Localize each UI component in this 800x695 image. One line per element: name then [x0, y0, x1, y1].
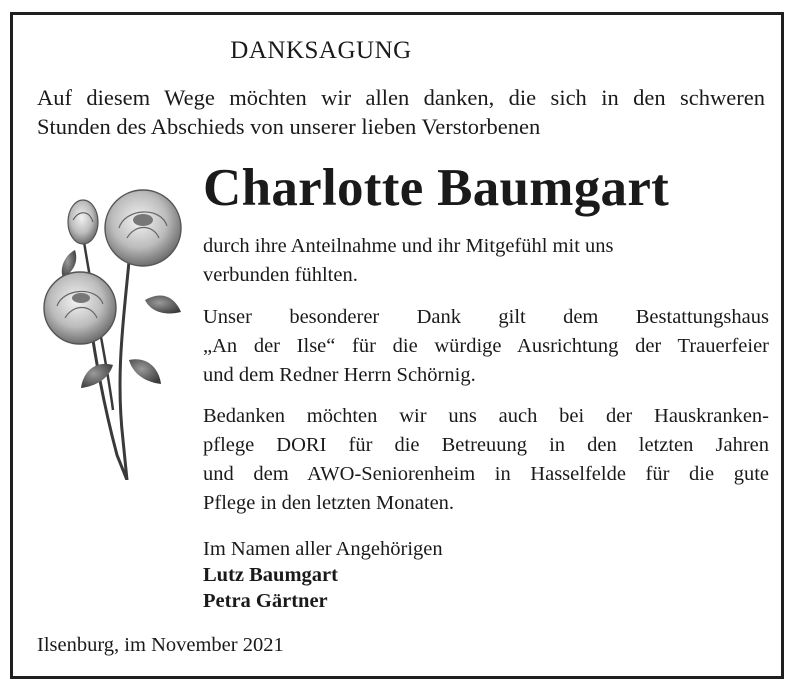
heading: DANKSAGUNG	[230, 37, 412, 64]
paragraph-sympathy	[203, 232, 769, 290]
paragraph-care	[203, 402, 769, 518]
paragraph-line: und dem AWO-Seniorenheim in Hasselfelde für die gute	[203, 463, 769, 485]
intro-text	[37, 83, 765, 141]
paragraph-funeral-home	[203, 303, 769, 390]
place-date: Ilsenburg, im November 2021	[37, 634, 284, 656]
paragraph-line: durch ihre Anteilnahme und ihr Mitgefühl mit uns	[203, 235, 614, 257]
signature-name: Petra Gärtner	[203, 590, 328, 612]
paragraph-line: „An der Ilse“ für die würdige Ausrichtung der Trauerfeier	[203, 335, 769, 357]
paragraph-line: verbunden fühlten.	[203, 264, 358, 286]
paragraph-line: Pflege in den letzten Monaten.	[203, 492, 455, 514]
signature-intro: Im Namen aller Angehörigen	[203, 538, 443, 560]
roses-icon	[35, 180, 195, 480]
paragraph-line: und dem Redner Herrn Schörnig.	[203, 364, 476, 386]
paragraph-line: Bedanken möchten wir uns auch bei der Hauskranken-	[203, 405, 769, 427]
signature-name: Lutz Baumgart	[203, 564, 338, 586]
paragraph-line: Unser besonderer Dank gilt dem Bestattungshaus	[203, 306, 769, 328]
signature-block	[203, 536, 443, 614]
deceased-name: Charlotte Baumgart	[203, 159, 670, 217]
paragraph-line: pflege DORI für die Betreuung in den letzten Jahren	[203, 434, 769, 456]
intro-line-2: Stunden des Abschieds von unserer lieben Verstorbenen	[37, 114, 541, 139]
intro-line-1: Auf diesem Wege möchten wir allen danken, die sich in den schweren	[37, 85, 765, 110]
obituary-notice	[10, 12, 784, 679]
